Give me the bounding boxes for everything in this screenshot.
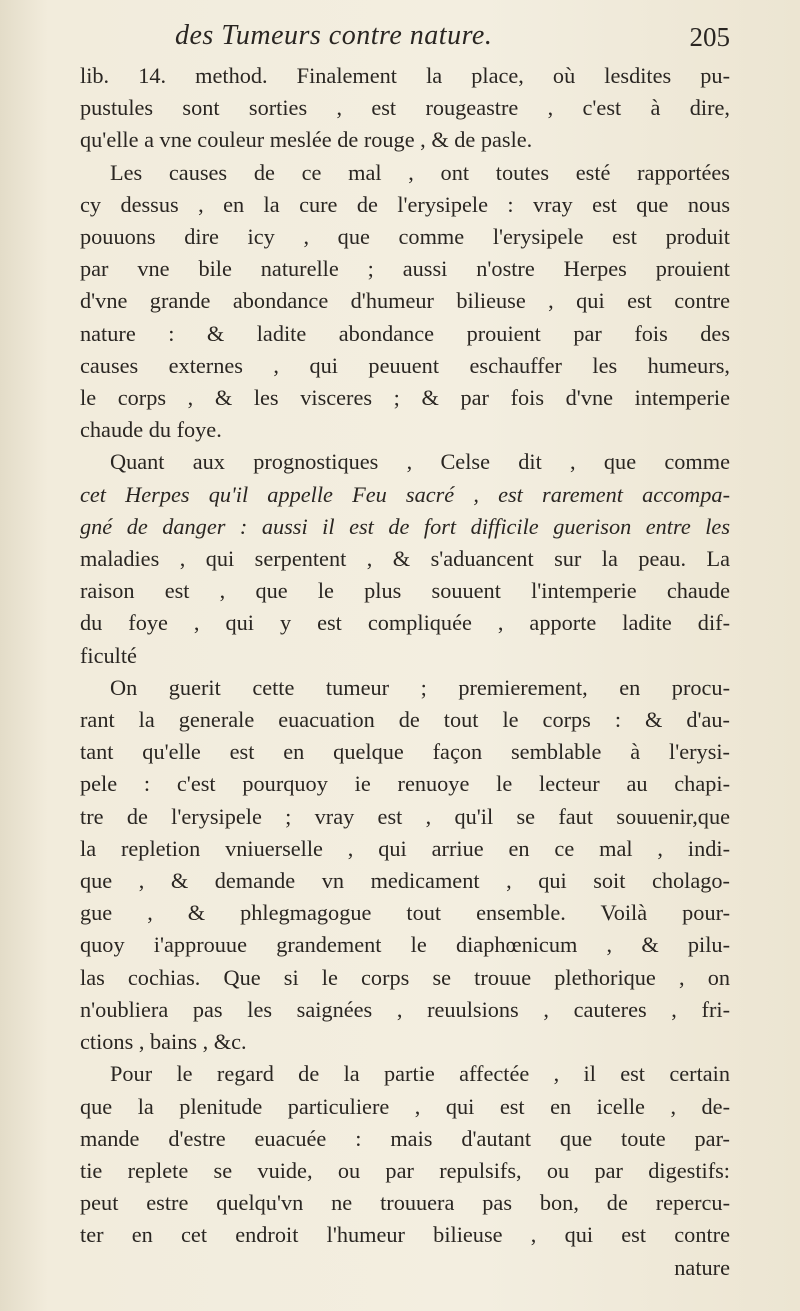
text-line: qu'elle a vne couleur meslée de rouge , & de pasle. xyxy=(80,127,533,153)
text-line: Quant aux prognostiques , Celse dit , que comme xyxy=(110,449,730,475)
text-line: quoy i'approuue grandement le diaphœnicum , & pilu- xyxy=(80,932,730,958)
text-line: rant la generale euacuation de tout le corps : & d'au- xyxy=(80,707,730,733)
text-line: que la plenitude particuliere , qui est en icelle , de- xyxy=(80,1093,730,1119)
text-line: le corps , & les visceres ; & par fois d'vne intemperie xyxy=(80,385,730,411)
text-line: que , & demande vn medicament , qui soit cholago- xyxy=(80,868,730,894)
text-line: chaude du foye. xyxy=(80,417,222,443)
text-line: gue , & phlegmagogue tout ensemble. Voilà pour- xyxy=(80,900,730,926)
text-line: lib. 14. method. Finalement la place, où lesdites pu- xyxy=(80,63,730,88)
text-line: par vne bile naturelle ; aussi n'ostre Herpes prouient xyxy=(80,256,730,282)
text-line: On guerit cette tumeur ; premierement, en procu- xyxy=(110,674,730,700)
text-line: cet Herpes qu'il appelle Feu sacré , est rarement accompa- xyxy=(80,481,730,507)
text-line: Pour le regard de la partie affectée , il est certain xyxy=(110,1061,730,1087)
text-line: las cochias. Que si le corps se trouue plethorique , on xyxy=(80,964,730,990)
text-line: nature xyxy=(674,1254,730,1280)
text-line: pele : c'est pourquoy ie renuoye le lecteur au chapi- xyxy=(80,771,730,797)
text-line: nature : & ladite abondance prouient par fois des xyxy=(80,320,730,346)
text-line: ficulté xyxy=(80,642,137,668)
text-line: maladies , qui serpentent , & s'aduancent sur la peau. La xyxy=(80,546,730,572)
text-line: tant qu'elle est en quelque façon semblable à l'erysi- xyxy=(80,739,730,765)
text-line: gné de danger : aussi il est de fort difficile guerison entre les xyxy=(80,513,730,539)
text-line: ctions , bains , &c. xyxy=(80,1029,247,1055)
text-line: tre de l'erysipele ; vray est , qu'il se faut souuenir,que xyxy=(80,803,730,829)
page-number: 205 xyxy=(689,22,730,52)
running-title: des Tumeurs contre nature. xyxy=(175,20,493,51)
text-line: tie replete se vuide, ou par repulsifs, ou par digestifs: xyxy=(80,1157,730,1183)
text-line: ter en cet endroit l'humeur bilieuse , qui est contre xyxy=(80,1222,730,1248)
text-line: peut estre quelqu'vn ne trouuera pas bon, de repercu- xyxy=(80,1190,730,1216)
text-line: causes externes , qui peuuent eschauffer les humeurs, xyxy=(80,352,730,378)
text-line: n'oubliera pas les saignées , reuulsions , cauteres , fri- xyxy=(80,996,730,1022)
text-line: raison est , que le plus souuent l'intemperie chaude xyxy=(80,578,730,604)
text-line: pustules sont sorties , est rougeastre , c'est à dire, xyxy=(80,95,730,121)
text-line: d'vne grande abondance d'humeur bilieuse , qui est contre xyxy=(80,288,730,314)
text-line: la repletion vniuerselle , qui arriue en ce mal , indi- xyxy=(80,835,730,861)
text-line: cy dessus , en la cure de l'erysipele : vray est que nous xyxy=(80,191,730,217)
text-line: du foye , qui y est compliquée , apporte ladite dif- xyxy=(80,610,730,636)
text-line: mande d'estre euacuée : mais d'autant que toute par- xyxy=(80,1125,730,1151)
page-header xyxy=(80,16,730,56)
body-text xyxy=(80,60,730,1284)
text-line: pouuons dire icy , que comme l'erysipele est produit xyxy=(80,224,730,250)
text-line: Les causes de ce mal , ont toutes esté rapportées xyxy=(110,159,730,185)
